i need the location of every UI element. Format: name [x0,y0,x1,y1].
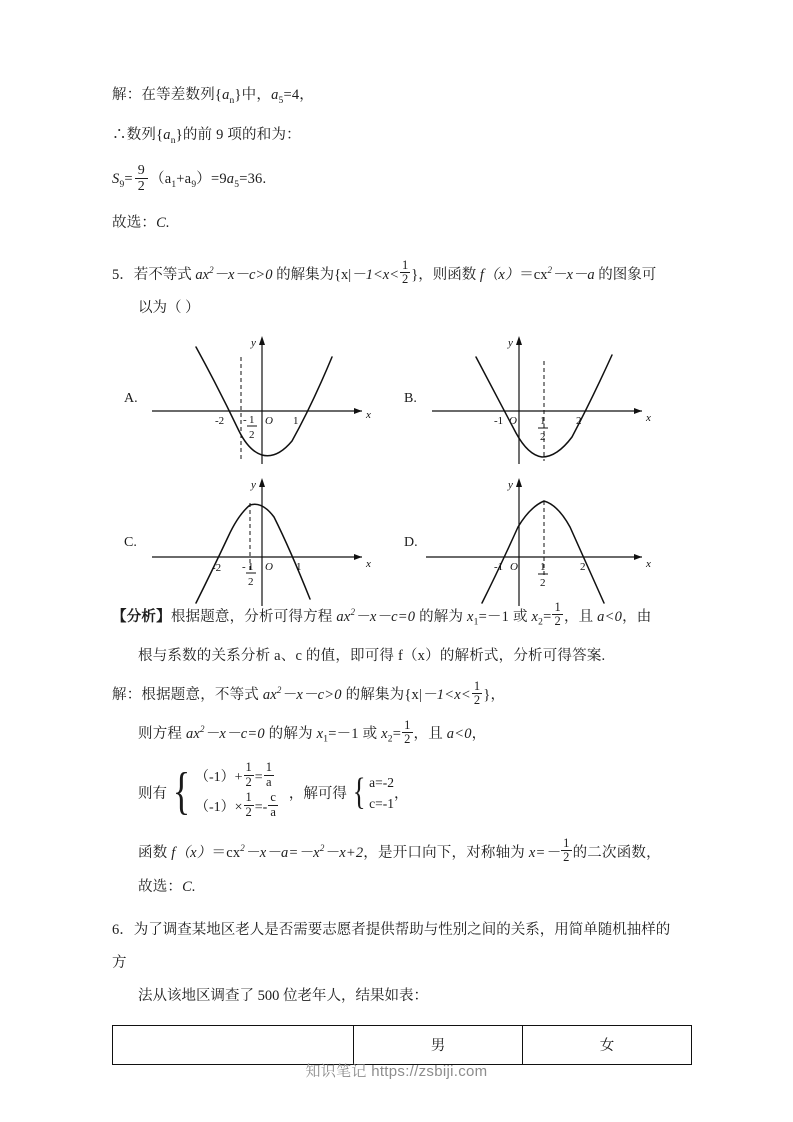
formula-plus: +a [176,170,192,187]
solution-l2-exponent: 2 [200,724,205,735]
choice-A-graph [144,333,394,464]
final-eq: ＝cx [211,844,241,861]
analysis-x1-sub: 1 [473,617,479,628]
solution-set-open: {x| [404,687,423,704]
q5-expr-ax: ax [195,266,210,283]
q5-fx: f（x） [479,266,520,283]
system-equation-1 [194,760,279,793]
eq2-num: 1 [245,790,252,805]
q5-analysis-line-2: 根与系数的关系分析 a、c 的值，即可得 f（x）的解析式，分析可得答案. [138,648,606,665]
choice-A-tick-neg2: -2 [215,414,225,427]
formula-paren-close: ） [196,170,211,187]
q4-term-a: a [271,87,279,103]
solution-l2-prefix: 则方程 [138,725,183,742]
q5-expr-tail: －x－c>0 [213,266,273,283]
q6-number: 6． [112,921,134,938]
choice-D-key: D. [404,534,418,550]
q5-fx-eq: ＝cx [519,266,548,283]
system-equation-2 [194,790,279,823]
fraction-numerator: 9 [137,163,145,179]
choice-D-graph [424,475,674,606]
left-brace-result-icon: { [352,771,366,814]
choice-C-y-label: y [251,478,256,491]
footer-watermark: 知识笔记 https://zsbiji.com [305,1063,488,1080]
q5-number: 5． [112,266,134,283]
choice-B-x-label: x [646,411,651,424]
formula-paren-open: （a [150,170,172,187]
q4-seq2-open: { [156,126,164,143]
formula-eq1: = [124,170,133,187]
q5-answer-prefix: 故选： [138,878,183,895]
eq1-rnum: 1 [265,760,272,775]
analysis-x1-val: =－1 [478,608,510,625]
q5-set-fraction [400,259,410,287]
final-text: ，是开口向下，对称轴为 [363,844,525,861]
page-content [112,78,682,1065]
formula-a9-sub: 9 [191,179,197,190]
solution-set-fraction [472,680,482,708]
solution-l2-x2-eq: = [392,725,402,742]
choice-C-origin: O [265,560,273,573]
choice-C-tick-frac-den: 2 [248,575,254,588]
q4-term-value: =4， [283,87,314,103]
choice-B-y-label: y [508,336,513,349]
table-header-female: 女 [523,1025,692,1064]
q4-seq2-a: a [163,126,171,143]
solution-l2-tail2: ，且 [413,725,443,742]
formula-result: =36. [239,170,267,187]
solution-expr-tail: －x－c>0 [281,687,342,704]
analysis-tag: 【分析】 [112,608,171,625]
choice-B-tick-frac-num: 1 [540,414,546,427]
solution-l2-x1-sub: 1 [323,734,329,745]
analysis-expr-tail: －x－c=0 [355,608,416,625]
eq2-den: 2 [245,804,252,819]
eq1-equals: = [254,769,263,785]
q4-line2-tail: 的前 9 项的和为： [182,126,301,143]
q6-statement-line-2: 法从该地区调查了 500 位老年人，结果如表： [138,987,428,1004]
choice-B-graph [424,333,674,464]
choice-D-y-label: y [508,478,513,491]
solution-l2-x1-val: =－1 [328,725,359,742]
analysis-x2-eq: = [543,608,552,625]
formula-a-sub: 5 [234,179,240,190]
choice-C-x-label: x [366,557,371,570]
q5-choice-figures [112,333,682,595]
choice-B-tick-frac-den: 2 [540,430,546,443]
q5-fx-tail: －x－a [551,266,595,283]
system-connector: ，解可得 [288,786,347,803]
choice-B-tick-neg1: -1 [494,414,504,427]
choice-C-graph [144,475,394,606]
eq2-fraction-right [268,791,278,819]
q5-text-b: 的解集为 [276,266,335,283]
eq1-fraction-right [264,761,274,789]
solution-set-close: }， [483,687,506,704]
choice-C-tick-neg2: -2 [212,561,222,574]
final-tail: －x+2 [324,844,364,861]
eq2-fraction-left [244,791,254,819]
choice-D-tick-2: 2 [580,560,586,573]
analysis-x2-sub: 2 [538,617,544,628]
choice-D-tick-frac-den: 2 [540,576,546,589]
q5-solution-final-line [112,831,682,870]
q5-set-close: }， [411,266,433,283]
analysis-text-5: ，由 [622,608,652,625]
choice-D[interactable] [402,475,682,606]
solution-l2-tail: －x－c=0 [204,725,265,742]
solution-l2-x1: x [316,725,324,742]
system-result-c: c=-1 [369,795,395,811]
final-den: 2 [563,850,570,865]
solution-l2-x2: x [381,725,388,742]
choice-D-tick-frac-num: 1 [540,560,546,573]
solution-l2-cond: a<0 [446,725,472,742]
q4-seq-a: a [222,87,230,103]
solution-expr-exponent: 2 [276,685,282,696]
left-brace-icon: { [172,763,191,821]
formula-a1-sub: 1 [171,179,177,190]
solution-l2-or: 或 [362,725,378,742]
q5-system-of-equations [112,760,682,823]
analysis-x2-den: 2 [554,614,561,629]
choice-D-origin: O [510,560,518,573]
q5-text-d: 的图象可 [598,266,657,283]
solution-l2-den: 2 [404,731,411,746]
q5-solution-line-1 [112,673,682,712]
choice-A-tick-frac-num: 1 [249,413,255,426]
analysis-text-4: ，且 [563,608,594,625]
solution-prefix: 解：根据题意，不等式 [112,687,259,704]
choice-B-key: B. [404,390,417,406]
choice-D-x-label: x [646,557,651,570]
choice-A-tick-frac-sign: - [243,413,247,426]
final-end: 的二次函数， [572,844,661,861]
q4-line1-mid: 中， [241,87,272,103]
q6-statement-line-1 [112,914,682,980]
q5-text-c: 则函数 [432,266,477,283]
choice-B-tick-2: 2 [576,414,582,427]
analysis-or: 或 [512,608,528,625]
eq1-den: 2 [245,774,252,789]
q4-solution-line-1 [112,78,682,118]
solution-l2-x2-sub: 2 [387,734,393,745]
eq2-rnum: c [270,790,276,805]
formula-eq2: =9 [210,170,227,187]
final-axis: x=－ [528,844,561,861]
analysis-x2-num: 1 [554,599,561,614]
q4-seq2-close: } [175,126,183,143]
q4-line1-prefix: 解：在等差数列 [112,87,215,103]
q6-data-table [112,1025,692,1065]
q5-set-num: 1 [401,258,409,273]
choice-B[interactable] [402,333,682,464]
final-prefix: 函数 [138,844,168,861]
system-end-comma: ， [394,786,409,803]
final-fraction [561,837,571,865]
solution-l2-fraction [402,719,412,747]
final-mid: －x－a=－x [245,844,320,861]
q5-statement-line-2: 以为（ ） [138,299,200,316]
eq2-rden: a [270,804,276,819]
q5-fx-exponent: 2 [547,264,552,275]
q4-answer-value: C. [156,214,170,231]
system-equations [194,760,279,823]
analysis-x1: x [467,608,474,625]
system-result-a: a=-2 [369,774,395,790]
analysis-condition: a<0 [597,608,623,625]
therefore-symbol: ∴ [112,126,127,143]
system-prefix: 则有 [138,786,167,803]
q4-seq2-sub: n [170,135,176,146]
choice-A-key: A. [124,390,138,406]
q5-statement-line-1 [112,254,682,292]
analysis-x2: x [531,608,539,625]
choice-B-origin: O [509,414,517,427]
eq1-fraction-left [244,761,254,789]
choice-A[interactable] [122,333,402,464]
q5-answer-value: C. [182,878,196,895]
q4-sum-formula [112,158,682,206]
q5-solution-line-2 [112,712,682,757]
q4-term-sub: 5 [278,95,284,106]
solution-expr: ax [262,687,277,704]
eq1-left: （-1）+ [194,769,243,785]
table-header-male: 男 [354,1025,523,1064]
choice-C-tick-frac-sign: - [242,560,246,573]
analysis-expr-exponent: 2 [350,606,356,617]
formula-S: S [112,170,120,187]
formula-S-sub: 9 [119,179,125,190]
final-fx: f（x） [171,844,212,861]
q4-solution-line-2 [112,118,682,158]
analysis-text-2: 的解为 [419,608,464,625]
final-num: 1 [563,836,570,851]
final-exponent-2: 2 [319,842,325,853]
analysis-expr: ax [336,608,351,625]
table-header-empty [113,1025,354,1064]
table-row [113,1025,692,1064]
solution-set-den: 2 [473,692,481,707]
choice-D-tick-neg1: -1 [494,560,504,573]
q4-seq-close: } [234,87,242,103]
q4-answer-line [112,206,682,240]
choice-C-tick-frac-num: 1 [248,560,254,573]
solution-l2-end: ， [471,725,487,742]
solution-text-mid: 的解集为 [345,687,405,704]
q4-seq-sub: n [229,95,235,106]
q5-text-a: 若不等式 [133,266,192,283]
q4-answer-prefix: 故选： [112,214,157,231]
choice-A-tick-frac-den: 2 [249,428,255,441]
q4-line2-text: 数列 [126,126,157,143]
solution-l2-num: 1 [404,717,411,732]
analysis-x2-fraction [552,601,562,629]
eq2-left: （-1）× [194,799,243,815]
choice-A-origin: O [265,414,273,427]
solution-set-num: 1 [473,678,481,693]
q5-set-open: {x| [334,266,352,283]
final-exponent-1: 2 [240,842,245,853]
solution-l2-expr: ax [185,725,201,742]
q5-set-den: 2 [401,272,409,287]
eq1-num: 1 [245,760,252,775]
choice-C-key: C. [124,534,137,550]
q4-seq-open: { [214,87,223,103]
eq2-equals: =- [254,799,268,815]
choice-C-tick-1: 1 [296,560,302,573]
choice-A-tick-1: 1 [293,414,299,427]
solution-set-body: －1<x< [422,687,471,704]
q6-line1: 为了调查某地区老人是否需要志愿者提供帮助与性别之间的关系，用简单随机抽样的方 [112,921,671,971]
choice-A-x-label: x [366,408,371,421]
eq1-rden: a [264,775,274,789]
analysis-text-1: 根据题意，分析可得方程 [170,608,333,625]
formula-a: a [226,170,235,187]
choice-C[interactable] [122,475,402,606]
solution-l2-mid: 的解为 [268,725,313,742]
fraction-denominator: 2 [135,178,148,194]
q5-expr-exponent: 2 [209,264,214,275]
system-results [369,772,394,814]
choice-A-y-label: y [251,336,256,349]
q5-answer-line [112,870,682,904]
q5-set-body: －1<x< [351,266,399,283]
formula-fraction-9-2 [135,163,148,194]
